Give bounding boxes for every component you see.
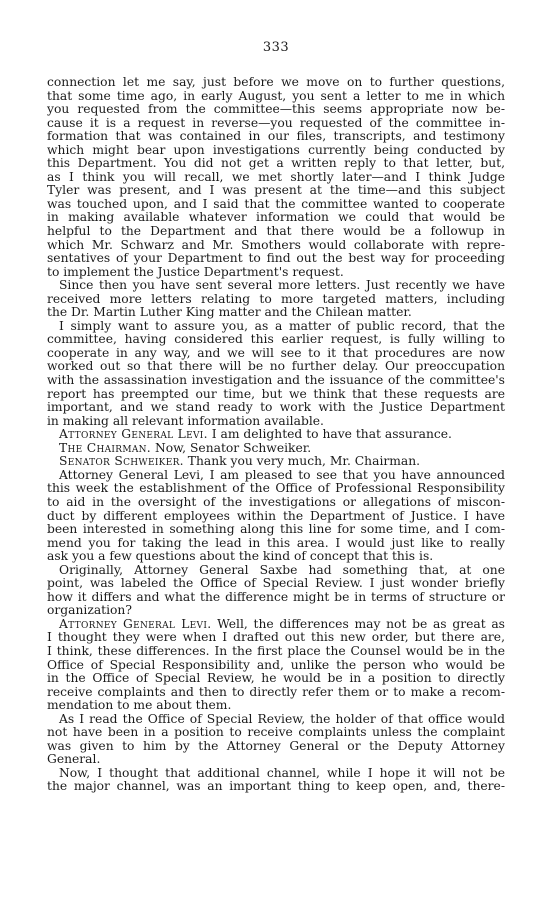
line-text: in making all relevant information available. — [47, 413, 324, 428]
text-line — [47, 401, 505, 415]
text-line — [47, 482, 505, 496]
text-line — [47, 510, 505, 524]
line-text: helpful to the Department and that there would be a followup in — [47, 224, 505, 239]
text-line — [47, 360, 505, 374]
text-line — [47, 252, 505, 266]
line-text: was touched upon, and I said that the committee wanted to cooperate — [47, 196, 505, 211]
text-line — [47, 103, 505, 117]
text-line — [47, 496, 505, 510]
speaker-name: Attorney General Levi. — [59, 616, 212, 631]
line-text: formation that was contained in our files, transcripts, and testimony — [47, 129, 505, 144]
line-text: organization? — [47, 603, 132, 618]
text-line — [47, 90, 505, 104]
text-line — [47, 767, 505, 781]
text-line — [47, 780, 505, 794]
text-line — [47, 469, 505, 483]
text-line — [47, 753, 505, 767]
text-line — [47, 347, 505, 361]
text-line — [47, 577, 505, 591]
line-text: Now, Senator Schweiker. — [151, 440, 312, 455]
line-text: in the Office of Special Review, he would be in a position to directly — [47, 671, 505, 686]
text-line — [47, 198, 505, 212]
text-line — [47, 320, 505, 334]
text-line — [47, 659, 505, 673]
text-line — [47, 699, 505, 713]
text-line — [47, 279, 505, 293]
line-text: Originally, Attorney General Saxbe had something that, at one — [59, 562, 505, 577]
text-line — [47, 604, 505, 618]
line-text: you requested from the committee—this seems appropriate now be- — [47, 102, 505, 117]
line-text: connection let me say, just before we move on to further questions, — [47, 75, 505, 89]
line-text: duct by different employees within the Department of Justice. I have — [47, 508, 505, 523]
text-line — [47, 645, 505, 659]
line-text: in making available whatever information we could that would be — [47, 210, 505, 225]
text-line — [47, 333, 505, 347]
text-line — [47, 117, 505, 131]
text-line — [47, 388, 505, 402]
text-line — [47, 144, 505, 158]
line-text: receive complaints and then to directly refer them or to make a recom- — [47, 684, 505, 699]
line-text: Since then you have sent several more letters. Just recently we have — [59, 278, 505, 293]
line-text: important, and we stand ready to work with the Justice Department — [47, 400, 505, 415]
line-text: committee, having considered this earlier request, is fully willing to — [47, 332, 505, 347]
line-text: cooperate in any way, and we will see to it that procedures are now — [47, 345, 505, 360]
line-text: with the assassination investigation and the issuance of the committee's — [47, 373, 505, 388]
line-text: mend you for taking the lead in this area. I would just like to really — [47, 535, 505, 550]
speaker-name: The Chairman. — [59, 440, 152, 455]
line-text: cause it is a request in reverse—you requested of the committee in- — [47, 115, 505, 130]
text-line — [47, 130, 505, 144]
line-text: report has preempted our time, but we think that these requests are — [47, 386, 505, 401]
text-line — [47, 442, 505, 456]
line-text: how it differs and what the difference might be in terms of structure or — [47, 589, 505, 604]
line-text: this Department. You did not get a written reply to that letter, but, — [47, 156, 505, 171]
text-line — [47, 293, 505, 307]
line-text: I think, these differences. In the first place the Counsel would be in the — [47, 643, 505, 658]
line-text: Well, the differences may not be as great as — [211, 616, 505, 631]
page-number: 333 — [262, 40, 290, 55]
text-line — [47, 550, 505, 564]
line-text: General. — [47, 752, 101, 767]
text-line — [47, 157, 505, 171]
text-line — [47, 672, 505, 686]
text-line — [47, 184, 505, 198]
line-text: the Dr. Martin Luther King matter and the Chilean matter. — [47, 305, 412, 320]
line-text: to aid in the oversight of the investigations or allegations of miscon- — [47, 494, 505, 509]
line-text: mendation to me about them. — [47, 698, 232, 713]
text-line — [47, 415, 505, 429]
body-text — [47, 76, 505, 794]
text-line — [47, 523, 505, 537]
line-text: I am delighted to have that assurance. — [207, 427, 452, 442]
text-line — [47, 266, 505, 280]
line-text: As I read the Office of Special Review, the holder of that office would — [59, 711, 505, 726]
line-text: this week the establishment of the Office of Professional Responsibility — [47, 481, 505, 496]
speaker-name: Senator Schweiker. — [59, 454, 184, 469]
text-line — [47, 428, 505, 442]
line-text: point, was labeled the Office of Special Review. I just wonder briefly — [47, 576, 505, 591]
line-text: I simply want to assure you, as a matter of public record, that the — [59, 318, 505, 333]
line-text: to implement the Justice Department's request. — [47, 264, 344, 279]
line-text: been interested in something along this line for some time, and I com- — [47, 522, 505, 537]
line-text: which might bear upon investigations currently being conducted by — [47, 142, 505, 157]
text-line — [47, 713, 505, 727]
line-text: Tyler was present, and I was present at the time—and this subject — [47, 183, 505, 198]
text-line — [47, 374, 505, 388]
line-text: not have been in a position to receive complaints unless the complaint — [47, 725, 505, 740]
line-text: as I think you will recall, we met shortly later—and I think Judge — [47, 169, 505, 184]
line-text: worked out so that there will be no further delay. Our preoccupation — [47, 359, 505, 374]
text-line — [47, 686, 505, 700]
line-text: which Mr. Schwarz and Mr. Smothers would collaborate with repre- — [47, 237, 505, 252]
line-text: the major channel, was an important thing to keep open, and, there- — [47, 779, 505, 794]
text-line — [47, 76, 505, 90]
text-line — [47, 631, 505, 645]
text-line — [47, 239, 505, 253]
text-line — [47, 537, 505, 551]
line-text: ask you a few questions about the kind of concept that this is. — [47, 549, 434, 564]
text-line — [47, 618, 505, 632]
text-line — [47, 225, 505, 239]
text-line — [47, 171, 505, 185]
line-text: sentatives of your Department to find out the best way for proceeding — [47, 251, 505, 266]
line-text: I thought they were when I drafted out this new order, but there are, — [47, 630, 505, 645]
line-text: received more letters relating to more targeted matters, including — [47, 291, 505, 306]
text-line — [47, 211, 505, 225]
line-text: Thank you very much, Mr. Chairman. — [183, 454, 421, 469]
text-line — [47, 740, 505, 754]
text-line — [47, 455, 505, 469]
line-text: Now, I thought that additional channel, while I hope it will not be — [59, 765, 505, 780]
text-line — [47, 306, 505, 320]
line-text: Office of Special Responsibility and, unlike the person who would be — [47, 657, 505, 672]
text-line — [47, 591, 505, 605]
text-line — [47, 726, 505, 740]
text-line — [47, 564, 505, 578]
line-text: was given to him by the Attorney General or the Deputy Attorney — [47, 738, 505, 753]
line-text: that some time ago, in early August, you sent a letter to me in which — [47, 88, 505, 103]
line-text: Attorney General Levi, I am pleased to see that you have announced — [59, 467, 505, 482]
speaker-name: Attorney General Levi. — [59, 427, 208, 442]
